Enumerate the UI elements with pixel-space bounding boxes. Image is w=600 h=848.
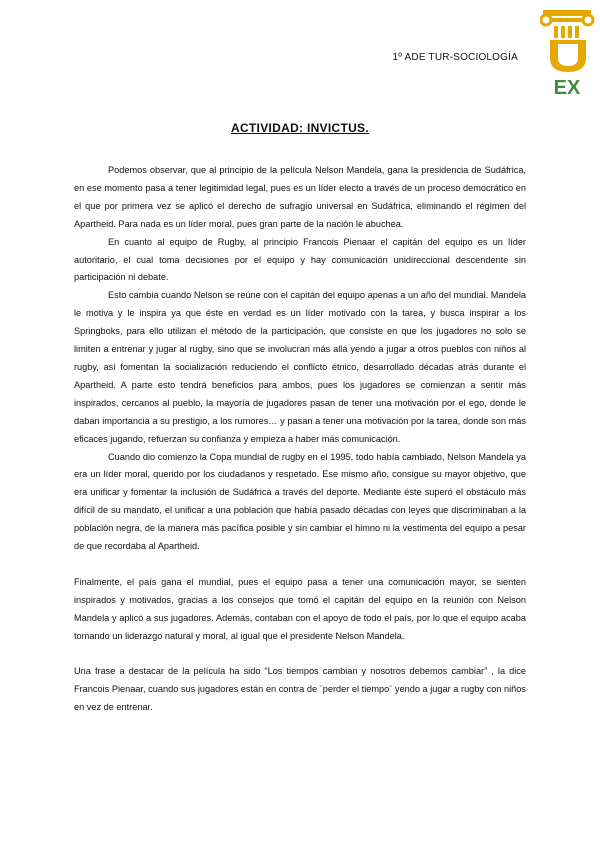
paragraph: Cuando dio comienzo la Copa mundial de rugby en el 1995, todo había cambiado, Nelson Mandela ya era un líder moral, querido por los ciudadanos y respetado. Ese mismo año, consigue su mayor objetivo, que era unificar y fomentar la inclusión de Sudáfrica a través del deporte. Mediante éste superó el obstáculo más difícil de su mandato, el unificar a una población que había pasado décadas con leyes que discriminaban a la población negra, de la manera más pacífica posible y sin cambiar el himno ni la vestimenta del equipo a pesar de que recordaba al Apartheid. [74, 451, 526, 552]
paragraph: Esto cambia cuando Nelson se reúne con el capitán del equipo apenas a un año del mundial. Mandela le motiva y le inspira ya que éste en verdad es un líder motivado con la tarea, y busca inspirar a los Springboks, para ello utilizan el método de la participación, que consiste en que los jugadores no solo se limiten a entrenar y jugar al rugby, sino que se involucran más allá yendo a jugar a otros pueblos con niños al rugby, así fomentan la socialización reduciendo el conflicto étnico, desarrollado décadas atrás durante el Apartheid. A parte esto tendrá beneficios para ambos, pues los jugadores se comienzan a sentir más inspirados, cercanos al pueblo, la mayoría de jugadores pasan de tener una motivación por el ego, donde le daban importancia a su prestigio, a los rumores… y pasan a tener una motivación por la tarea, donde son más eficaces jugando, refuerzan su confianza y empieza a haber más comunicación. [74, 290, 526, 444]
document-body [74, 162, 526, 717]
uex-logo-icon [540, 6, 596, 98]
uex-logo [540, 6, 596, 98]
paragraph: Finalmente, el país gana el mundial, pues el equipo pasa a tener una comunicación mayor, se sienten inspirados y motivados, gracias a los consejos que tomó el capitán del equipo en la reunión con Nelson Mandela y aplicó a sus jugadores. Además, contaban con el apoyo de todo el país, por lo que el equipo acaba tomando un liderazgo natural y moral, al igual que el presidente Nelson Mandela. [74, 576, 526, 641]
document-title: ACTIVIDAD: INVICTUS. [231, 121, 369, 135]
paragraph: Podemos observar, que al principio de la película Nelson Mandela, gana la presidencia de Sudáfrica, en ese momento pasa a tener legitimidad legal, pues es un líder electo a través de un proceso democrático en el que por primera vez se aplicó el derecho de sufragio universal en Sudáfrica, eliminando el régimen del Apartheid. Para nada es un líder moral, pues gran parte de la nación le abuchea. [74, 165, 526, 229]
course-header: 1º ADE TUR-SOCIOLOGÍA [392, 52, 518, 63]
paragraph: Una frase a destacar de la película ha sido “Los tiempos cambian y nosotros debemos cambiar” , la dice Francois Pienaar, cuando sus jugadores están en contra de ¨perder el tiempo¨ yendo a jugar a rugby con niños en vez de entrenar. [74, 666, 526, 713]
paragraph: En cuanto al equipo de Rugby, al principio Francois Pienaar el capitán del equipo es un líder autoritario, el cual toma decisiones por el equipo y hay comunicación unidireccional descendente sin participación ni debate. [74, 236, 526, 283]
svg-text:EX: EX [553, 77, 581, 98]
